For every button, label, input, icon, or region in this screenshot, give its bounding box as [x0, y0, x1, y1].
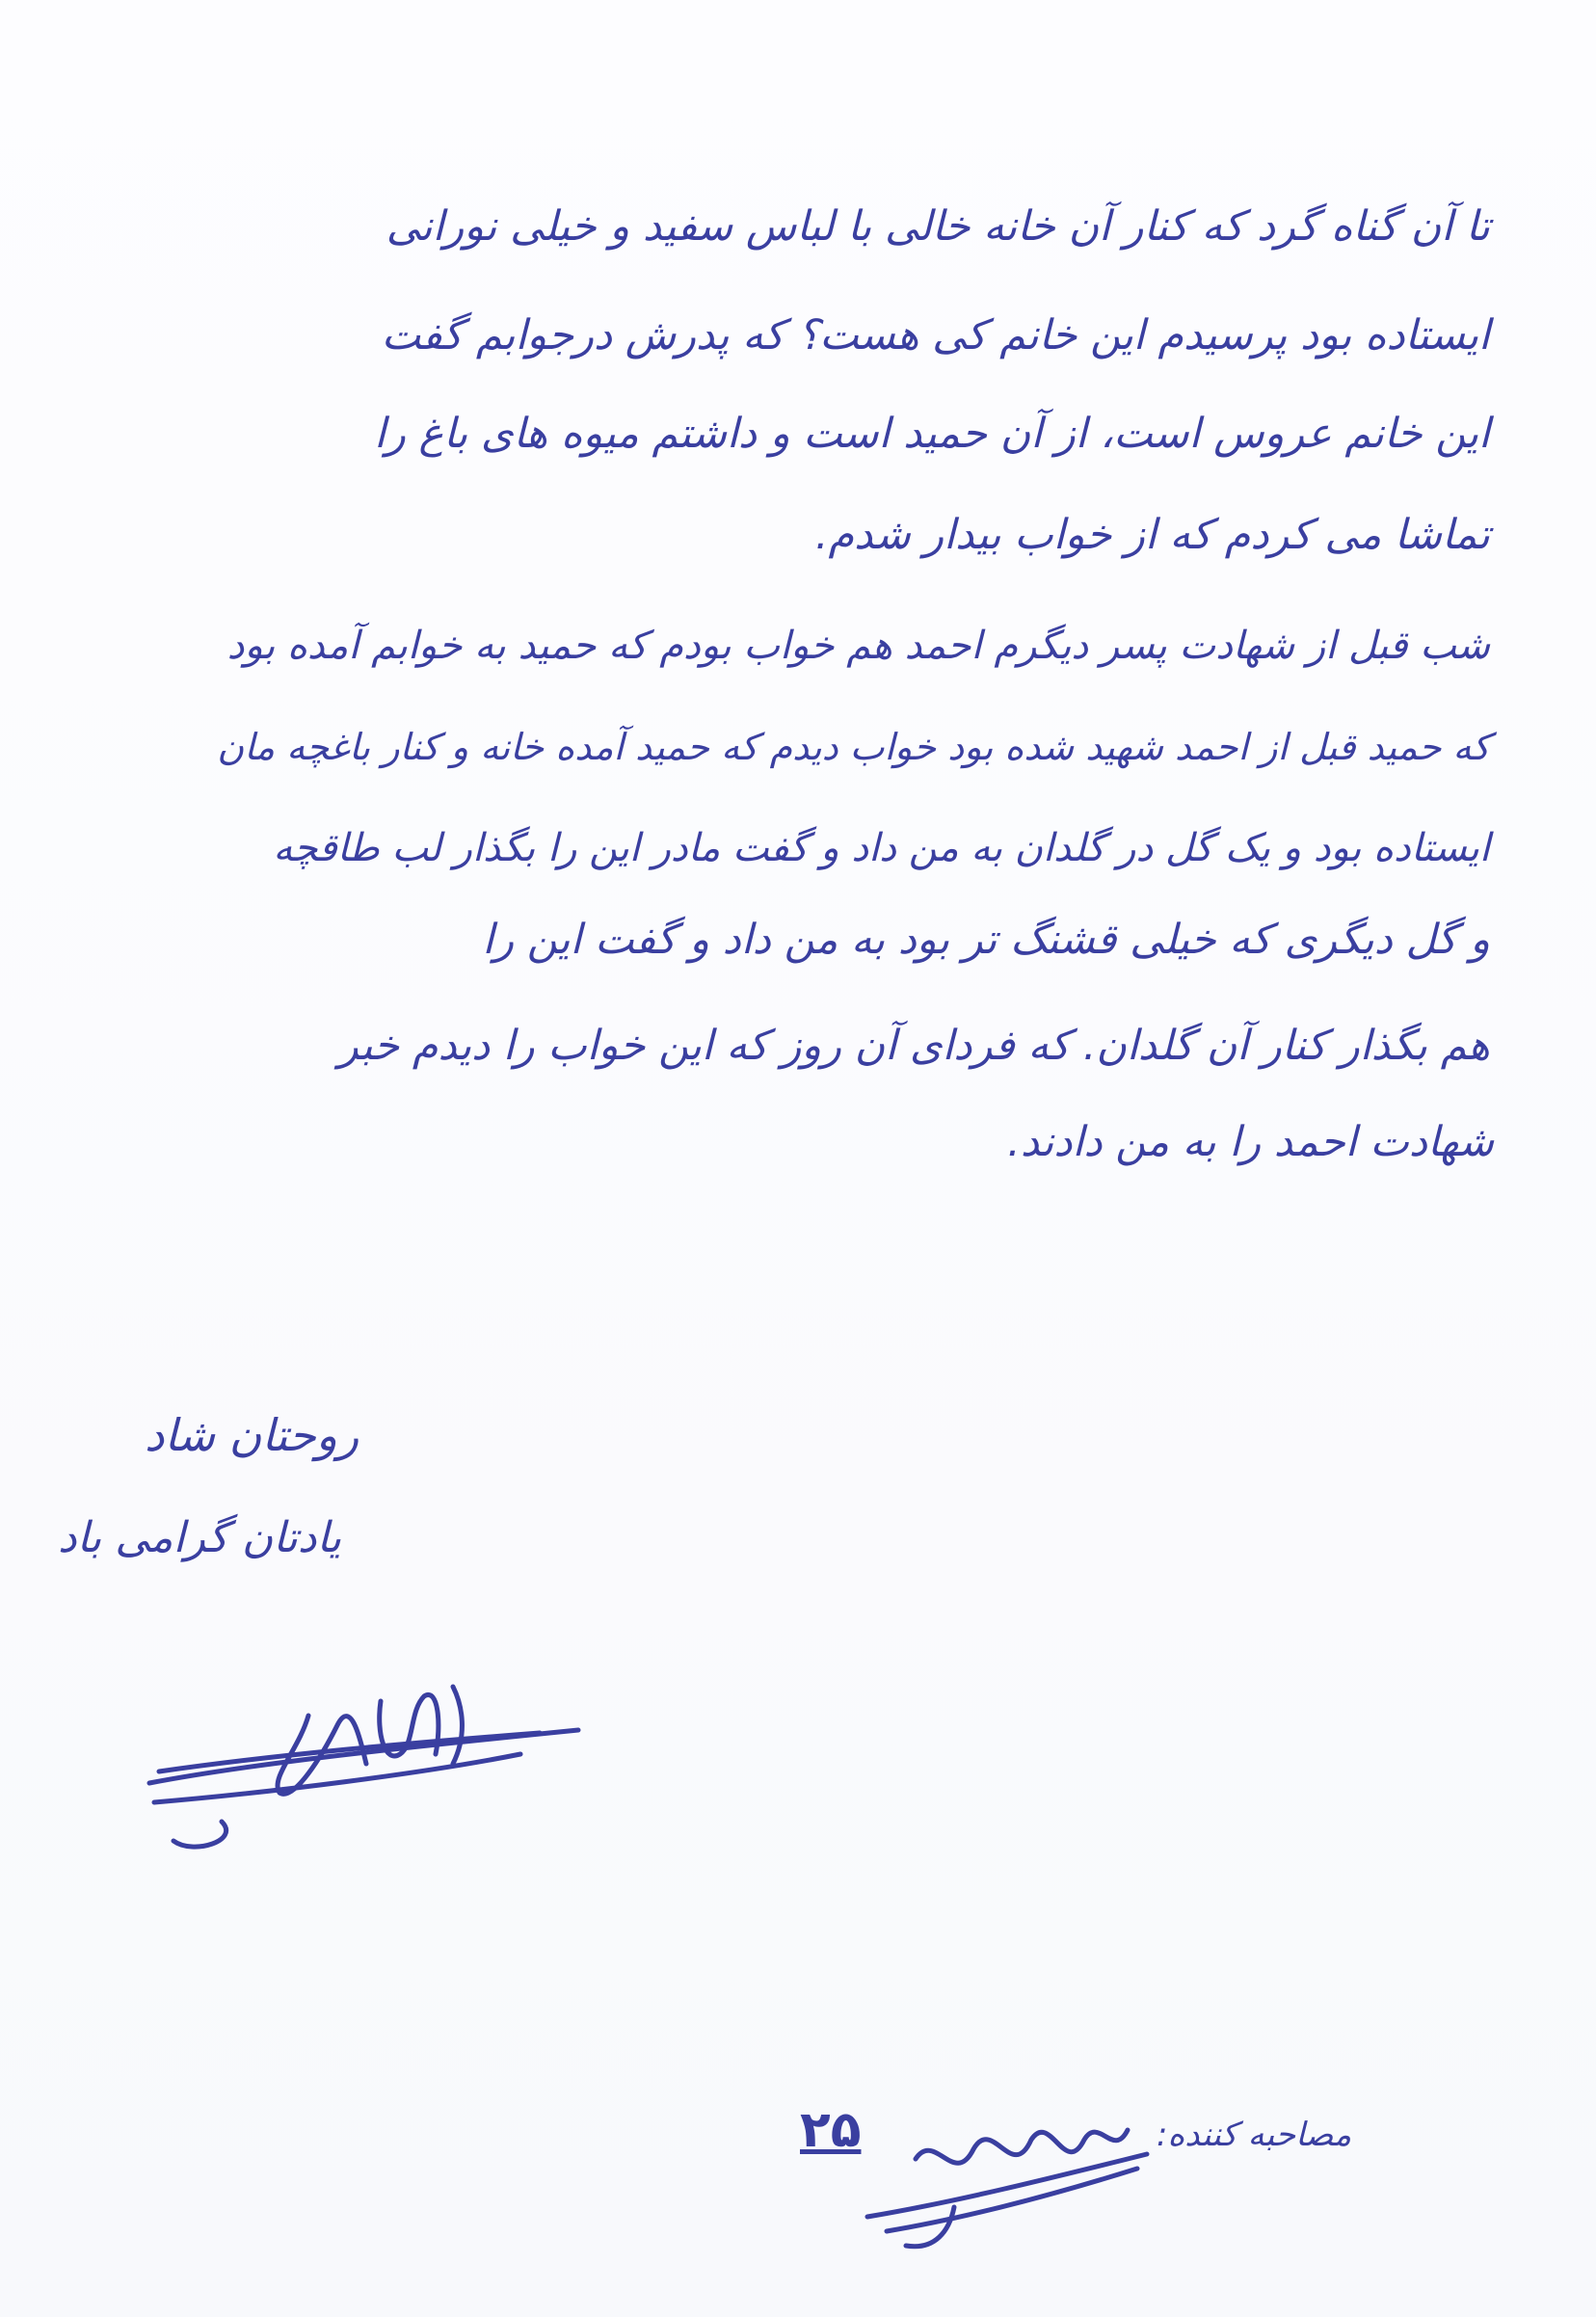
letter-line-6: که حمید قبل از احمد شهید شده بود خواب دیدم که حمید آمده خانه و کنار باغچه مان — [217, 726, 1490, 768]
letter-line-1: تا آن گناه گرد که کنار آن خانه خالی با لباس سفید و خیلی نورانی — [386, 202, 1490, 251]
letter-line-4: تماشا می کردم که از خواب بیدار شدم. — [814, 511, 1490, 559]
letter-line-9: هم بگذار کنار آن گلدان. که فردای آن روز که این خواب را دیدم خبر — [337, 1022, 1490, 1070]
letter-line-5: شب قبل از شهادت پسر دیگرم احمد هم خواب بودم که حمید به خوابم آمده بود — [226, 624, 1490, 668]
letter-line-2: ایستاده بود پرسیدم این خانم کی هست؟ که پدرش درجوابم گفت — [381, 311, 1490, 360]
signature-interviewer — [858, 2072, 1157, 2265]
interviewer-label: مصاحبه کننده: — [1157, 2116, 1352, 2154]
closing-line-1: روحتان شاد — [145, 1409, 359, 1461]
page-number: ۲۵ — [800, 2101, 862, 2159]
letter-line-10: شهادت احمد را به من دادند. — [1007, 1118, 1494, 1166]
signature-writer — [135, 1658, 598, 1870]
letter-line-8: و گل دیگری که خیلی قشنگ تر بود به من داد و گفت این را — [482, 916, 1490, 964]
letter-line-3: این خانم عروس است، از آن حمید است و داشتم میوه های باغ را — [374, 410, 1490, 458]
closing-line-2: یادتان گرامی باد — [58, 1513, 342, 1562]
letter-line-7: ایستاده بود و یک گل در گلدان به من داد و گفت مادر این را بگذار لب طاقچه — [273, 826, 1490, 870]
